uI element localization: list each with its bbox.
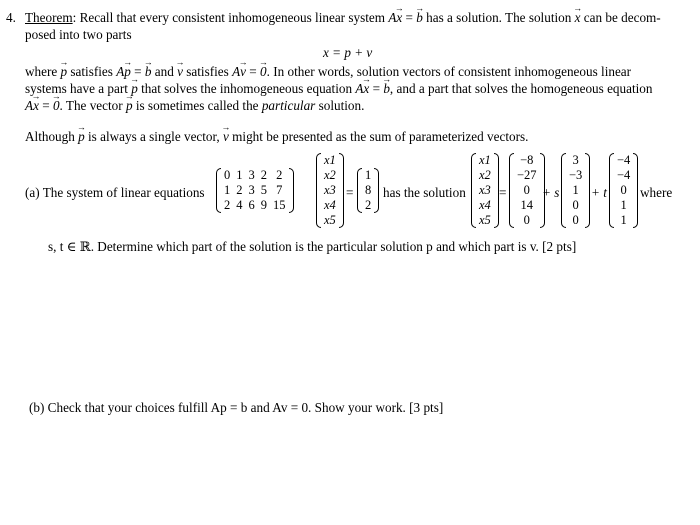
particular-row xyxy=(514,153,540,168)
t-entry-row xyxy=(614,198,633,213)
sym-eq-5: = xyxy=(38,98,53,113)
s-entry-cell: 0 xyxy=(572,198,579,212)
t-entry-row xyxy=(614,183,633,198)
coefficient-cell: 2 xyxy=(276,168,283,182)
ax0-line xyxy=(25,97,364,114)
s-entry-row xyxy=(566,183,585,198)
solution-unknown-row xyxy=(476,153,494,168)
coefficient-cell: 7 xyxy=(276,183,283,197)
coefficient-cell: 3 xyxy=(248,183,255,197)
rhs-row xyxy=(362,168,374,183)
sym-eq-3: = xyxy=(246,64,261,79)
coefficient-cell: 3 xyxy=(248,168,255,182)
ax0-c: is sometimes called the xyxy=(132,98,262,113)
sym-zero-vec: → 0 xyxy=(260,63,267,80)
s-table xyxy=(566,153,585,228)
coefficient-table xyxy=(221,168,289,213)
unknown-cell: x1 xyxy=(324,153,336,167)
has-solution-text: has the solution xyxy=(383,185,466,200)
t-entry-cell: −4 xyxy=(617,153,631,167)
unknown-cell: x2 xyxy=(324,168,336,182)
particular-row xyxy=(514,168,540,183)
t-entry-cell: 1 xyxy=(620,213,627,227)
s-entry-row xyxy=(566,153,585,168)
sym-x-vec: → x xyxy=(396,9,402,26)
sym-b-vec-3: → b xyxy=(383,80,390,97)
where-line xyxy=(25,63,631,80)
sym-v-vec: → v xyxy=(177,63,183,80)
unknown-row xyxy=(321,183,339,198)
part-a-question: s, t ∈ ℝ. Determine which part of the solution is the particular solution p and which part is v. [2 pts] xyxy=(48,239,577,254)
sym-x-vec-3: → x xyxy=(363,80,369,97)
solution-unknown-row xyxy=(476,213,494,228)
where-d: satisfies xyxy=(182,64,233,79)
where-c: and xyxy=(151,64,178,79)
unknown-row xyxy=(321,198,339,213)
particular-row xyxy=(514,183,540,198)
systems-b: that solves the inhomogeneous equation xyxy=(137,81,356,96)
sym-b-vec: → b xyxy=(416,9,423,26)
coefficient-cell: 2 xyxy=(224,198,231,212)
particular-cell: 0 xyxy=(523,183,530,197)
sym-eq-2: = xyxy=(130,64,145,79)
unknown-cell: x5 xyxy=(324,213,336,227)
ax0-d: solution. xyxy=(315,98,365,113)
ax0-b: . The vector xyxy=(59,98,126,113)
unknowns-table xyxy=(321,153,339,228)
s-entry-row xyxy=(566,213,585,228)
although-c: might be presented as the sum of parameterized vectors. xyxy=(228,129,529,144)
sym-b-vec-2: → b xyxy=(145,63,152,80)
plus-t: + t xyxy=(591,185,607,200)
unknown-row xyxy=(321,153,339,168)
solution-unknown-cell: x3 xyxy=(479,183,491,197)
sym-p-vec-4: → p xyxy=(126,97,133,114)
coefficient-row xyxy=(221,198,289,213)
t-entry-row xyxy=(614,168,633,183)
sym-eq-4: = xyxy=(369,81,384,96)
systems-a: systems have a part xyxy=(25,81,132,96)
particular-row xyxy=(514,198,540,213)
particular-table xyxy=(514,153,540,228)
unknown-row xyxy=(321,213,339,228)
sym-p-vec-2: → p xyxy=(124,63,131,80)
sym-x-vec-4: → x xyxy=(33,97,39,114)
rhs-cell: 2 xyxy=(365,198,372,212)
coefficient-cell: 1 xyxy=(236,168,243,182)
solution-unknown-row xyxy=(476,183,494,198)
solution-unknown-row xyxy=(476,198,494,213)
solution-unknown-cell: x4 xyxy=(479,198,491,212)
where-e: . In other words, solution vectors of consistent inhomogeneous linear xyxy=(266,64,632,79)
s-entry-cell: −3 xyxy=(569,168,583,182)
coefficient-cell: 4 xyxy=(236,198,243,212)
particular-cell: −8 xyxy=(520,153,534,167)
equals-sign-1: = xyxy=(346,185,354,200)
coefficient-cell: 2 xyxy=(260,168,267,182)
t-entry-row xyxy=(614,153,633,168)
t-entry-cell: 1 xyxy=(620,198,627,212)
sym-p-vec-3: → p xyxy=(131,80,138,97)
coefficient-row xyxy=(221,183,289,198)
plus-s: + s xyxy=(542,185,560,200)
t-entry-cell: −4 xyxy=(617,168,631,182)
sym-zero-vec-2: → 0 xyxy=(53,97,60,114)
where-a: where xyxy=(25,64,61,79)
sym-A: A xyxy=(388,10,397,25)
particular-row xyxy=(514,213,540,228)
sym-eq: = xyxy=(402,10,417,25)
systems-line xyxy=(25,80,653,97)
unknown-row xyxy=(321,168,339,183)
coefficient-cell: 9 xyxy=(260,198,267,212)
part-b-text: (b) Check that your choices fulfill Ap = b and Av = 0. Show your work. [3 pts] xyxy=(29,400,444,415)
rhs-row xyxy=(362,198,374,213)
particular-vector xyxy=(509,153,545,228)
coefficient-cell: 15 xyxy=(273,198,286,212)
solution-unknown-cell: x5 xyxy=(479,213,491,227)
sym-A-5: A xyxy=(25,98,34,113)
solution-unknown-row xyxy=(476,168,494,183)
unknown-cell: x4 xyxy=(324,198,336,212)
solution-unknown-cell: x1 xyxy=(479,153,491,167)
rhs-cell: 8 xyxy=(365,183,372,197)
equals-sign-2: = xyxy=(499,185,507,200)
systems-c: , and a part that solves the homogeneous equation xyxy=(389,81,653,96)
sym-p-vec-5: → p xyxy=(78,128,85,145)
particular-cell: 0 xyxy=(523,213,530,227)
sym-p-vec: → p xyxy=(61,63,68,80)
where-b: satisfies xyxy=(67,64,117,79)
sym-v-vec-2: → v xyxy=(240,63,246,80)
although-b: is always a single vector, xyxy=(84,129,223,144)
s-entry-cell: 0 xyxy=(572,213,579,227)
theorem-text-c: can be decom- xyxy=(580,10,661,25)
theorem-line-2: posed into two parts xyxy=(25,27,132,42)
coefficient-matrix xyxy=(216,168,294,213)
particular-word: particular xyxy=(261,98,316,113)
sym-A-4: A xyxy=(355,81,364,96)
t-vector xyxy=(609,153,638,228)
sym-A-2: A xyxy=(116,64,125,79)
s-vector xyxy=(561,153,590,228)
coefficient-cell: 1 xyxy=(224,183,231,197)
solution-unknowns-table xyxy=(476,153,494,228)
coefficient-row xyxy=(221,168,289,183)
coefficient-cell: 5 xyxy=(260,183,267,197)
although-a: Although xyxy=(25,129,79,144)
where-word: where xyxy=(640,185,673,200)
unknowns-vector xyxy=(316,153,344,228)
rhs-row xyxy=(362,183,374,198)
rhs-vector xyxy=(357,168,379,213)
theorem-label: Theorem xyxy=(25,10,73,25)
theorem-line-1 xyxy=(25,9,697,26)
problem-number: 4. xyxy=(6,10,16,25)
although-line xyxy=(25,128,528,145)
theorem-text-a: : Recall that every consistent inhomogeneous linear system xyxy=(72,10,389,25)
sym-v-vec-3: → v xyxy=(223,128,229,145)
center-equation: x = p + v xyxy=(323,45,373,60)
sym-x-vec-2: → x xyxy=(575,9,581,26)
sym-A-3: A xyxy=(232,64,241,79)
s-entry-row xyxy=(566,198,585,213)
solution-unknowns-vector xyxy=(471,153,499,228)
theorem-text-b: has a solution. The solution xyxy=(422,10,575,25)
t-entry-cell: 0 xyxy=(620,183,627,197)
s-entry-row xyxy=(566,168,585,183)
part-a-label: (a) The system of linear equations xyxy=(25,185,205,200)
coefficient-cell: 2 xyxy=(236,183,243,197)
particular-cell: −27 xyxy=(517,168,537,182)
t-entry-row xyxy=(614,213,633,228)
s-entry-cell: 1 xyxy=(572,183,579,197)
coefficient-cell: 0 xyxy=(224,168,231,182)
rhs-cell: 1 xyxy=(365,168,372,182)
unknown-cell: x3 xyxy=(324,183,336,197)
particular-cell: 14 xyxy=(520,198,534,212)
s-entry-cell: 3 xyxy=(572,153,579,167)
solution-unknown-cell: x2 xyxy=(479,168,491,182)
t-table xyxy=(614,153,633,228)
rhs-table xyxy=(362,168,374,213)
coefficient-cell: 6 xyxy=(248,198,255,212)
